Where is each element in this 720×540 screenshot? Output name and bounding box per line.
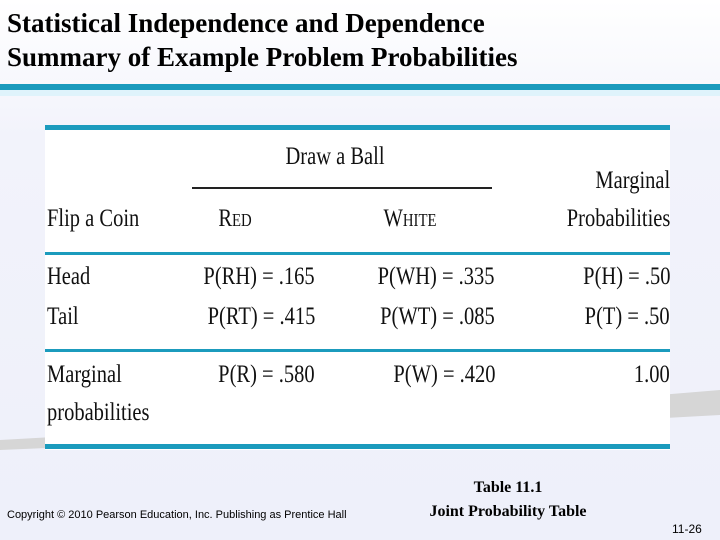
- table-top-rule: [45, 125, 670, 130]
- col-header-white: White: [383, 205, 437, 232]
- row-label: Tail: [47, 303, 79, 330]
- header-rule: [45, 252, 670, 255]
- copyright-notice: Copyright © 2010 Pearson Education, Inc. Publishing as Prentice Hall: [7, 509, 347, 521]
- cell-white: P(WH) = .335: [378, 263, 495, 290]
- cell-marginal: P(T) = .50: [584, 303, 670, 330]
- marginal-header-2: Probabilities: [566, 205, 670, 232]
- joint-probability-table: [45, 125, 670, 450]
- total-label-1: Marginal: [47, 361, 122, 388]
- title-line-2: Summary of Example Problem Probabilities: [7, 42, 518, 72]
- total-white: P(W) = .420: [392, 361, 495, 388]
- total-rule: [45, 349, 670, 352]
- col-header-red: Red: [218, 205, 252, 232]
- cell-white: P(WT) = .085: [380, 303, 495, 330]
- slide-title: [7, 6, 517, 74]
- title-divider-glow: [0, 90, 720, 96]
- table-caption: [398, 476, 618, 524]
- total-all: 1.00: [634, 361, 670, 388]
- table-bottom-rule: [45, 444, 670, 449]
- caption-title: Joint Probability Table: [429, 503, 587, 520]
- row-label: Head: [47, 263, 91, 290]
- total-label-2: probabilities: [47, 399, 150, 426]
- marginal-header-1: Marginal: [595, 167, 670, 194]
- cell-red: P(RH) = .165: [203, 263, 315, 290]
- cell-marginal: P(H) = .50: [582, 263, 670, 290]
- page-number: 11-26: [672, 522, 702, 536]
- group-underline: [192, 187, 492, 189]
- cell-red: P(RT) = .415: [207, 303, 315, 330]
- total-red: P(R) = .580: [218, 361, 315, 388]
- group-header: Draw a Ball: [285, 143, 385, 170]
- title-line-1: Statistical Independence and Dependence: [7, 8, 485, 38]
- row-header: Flip a Coin: [47, 205, 140, 232]
- caption-number: Table 11.1: [473, 479, 543, 496]
